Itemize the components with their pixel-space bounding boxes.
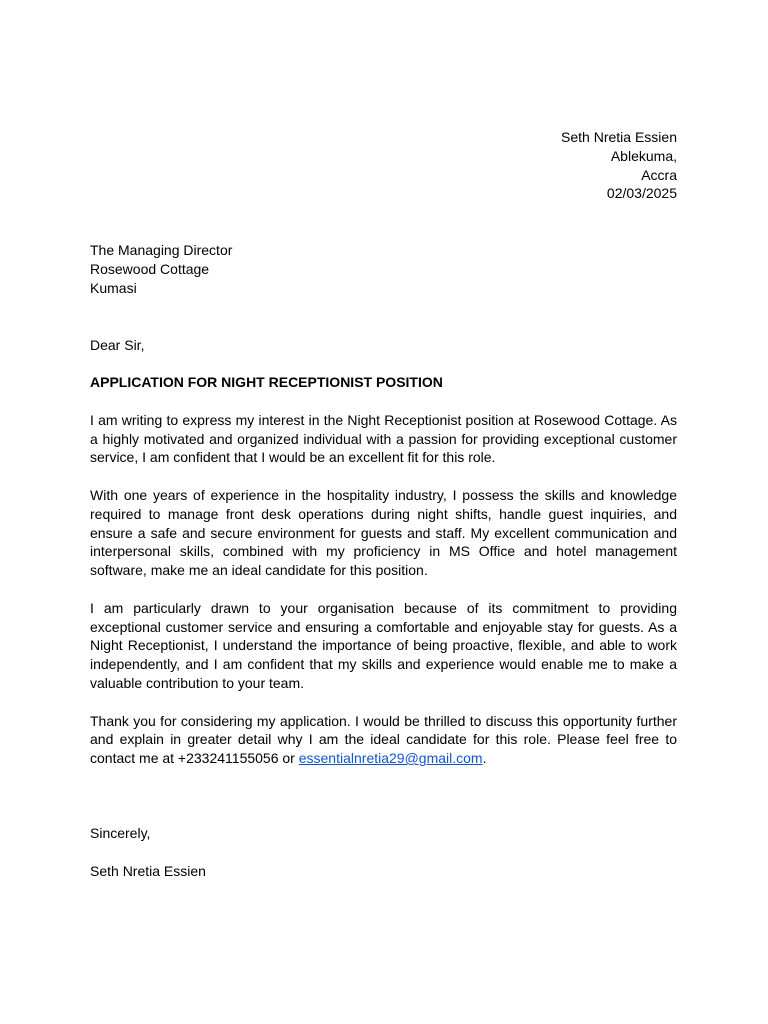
body-paragraph-4: [90, 712, 677, 768]
sender-address-line-1: Ablekuma,: [610, 147, 677, 164]
recipient-organisation: Rosewood Cottage: [90, 260, 210, 277]
body-paragraph-1-text: I am writing to express my interest in the Night Receptionist position at Rosewood Cottage. As a highly motivated and organized individual with a passion for providing exceptional customer service, I am confident that I would be an excellent fit for this role.: [90, 411, 677, 466]
body-paragraph-2: [90, 486, 677, 580]
body-paragraph-3-text: I am particularly drawn to your organisation because of its commitment to providing exceptional customer service and ensuring a comfortable and enjoyable stay for guests. As a Night Receptionist, I understand the importance of being proactive, flexible, and able to work independently, and I am confident that my skills and experience would enable me to make a valuable contribution to your team.: [90, 599, 677, 691]
recipient-city: Kumasi: [90, 279, 137, 296]
email-link[interactable]: essentialnretia29@gmail.com: [298, 750, 483, 767]
recipient-address-block: [90, 241, 677, 297]
body-paragraph-4-lead: Thank you for considering my application. I would be thrilled to discuss this opportunity further and explain in greater detail why I am the ideal candidate for this role. Please feel free to contact me at +233241155056 or: [90, 712, 677, 767]
subject-line: APPLICATION FOR NIGHT RECEPTIONIST POSITION: [90, 374, 443, 391]
sender-name: Seth Nretia Essien: [561, 129, 677, 145]
recipient-title: The Managing Director: [90, 242, 233, 259]
body-paragraph-4-text: [90, 712, 677, 768]
body-paragraph-2-text: With one years of experience in the hospitality industry, I possess the skills and knowledge required to manage front desk operations during night shifts, handle guest inquiries, and ensure a safe and secure environment for guests and staff. My excellent communication and interpersonal skills, combined with my proficiency in MS Office and hotel management software, make me an ideal candidate for this position.: [90, 486, 677, 579]
body-paragraph-3: [90, 599, 677, 693]
letter-page: [90, 128, 677, 881]
closing: Sincerely,: [90, 825, 151, 842]
sender-address-block: [90, 128, 677, 203]
signature-name: Seth Nretia Essien: [90, 862, 206, 879]
body-paragraph-1: [90, 411, 677, 467]
salutation: Dear Sir,: [90, 336, 145, 353]
letter-date: 02/03/2025: [606, 185, 677, 202]
body-paragraph-4-end: .: [482, 750, 487, 767]
sender-address-line-2: Accra: [641, 166, 677, 183]
